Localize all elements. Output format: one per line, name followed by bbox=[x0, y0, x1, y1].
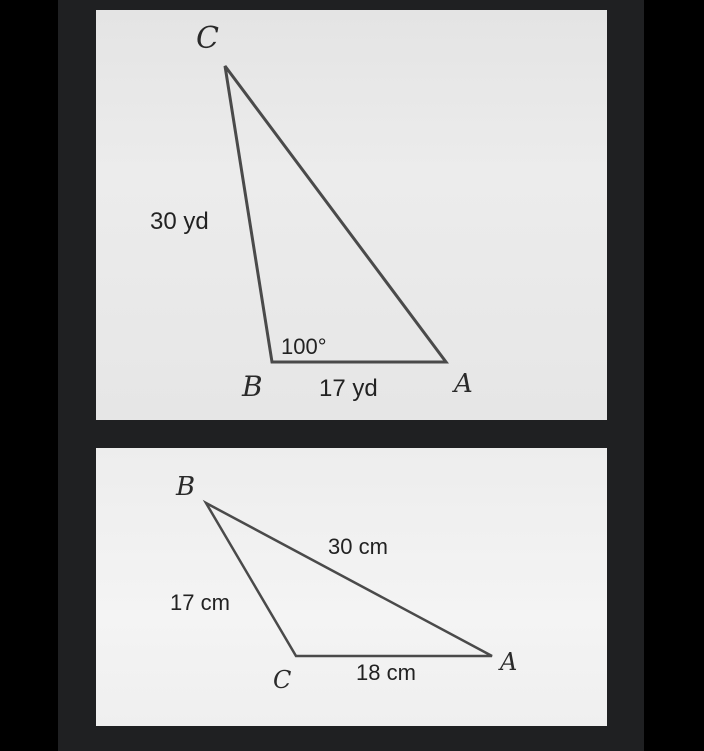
bottom-triangle-panel bbox=[96, 448, 607, 726]
triangle-cba bbox=[225, 66, 446, 362]
angle-b-label: 100° bbox=[281, 334, 327, 359]
vertex-a-label: A bbox=[454, 369, 473, 399]
bottom-triangle-diagram bbox=[96, 448, 607, 726]
vertex-b-label: B bbox=[242, 370, 263, 403]
top-triangle-diagram bbox=[96, 10, 607, 420]
top-triangle-panel bbox=[96, 10, 607, 420]
vertex-a-label: A bbox=[500, 648, 518, 676]
vertex-c-label: C bbox=[273, 666, 292, 694]
side-cb-label: 30 yd bbox=[150, 208, 209, 235]
vertex-c-label: C bbox=[196, 21, 219, 56]
side-ba-label: 17 yd bbox=[319, 375, 378, 402]
side-ba-label: 30 cm bbox=[328, 534, 388, 559]
vertex-b-label: B bbox=[176, 472, 196, 502]
side-bc-label: 17 cm bbox=[170, 590, 230, 615]
side-ca-label: 18 cm bbox=[356, 660, 416, 685]
triangle-bca bbox=[206, 503, 492, 656]
